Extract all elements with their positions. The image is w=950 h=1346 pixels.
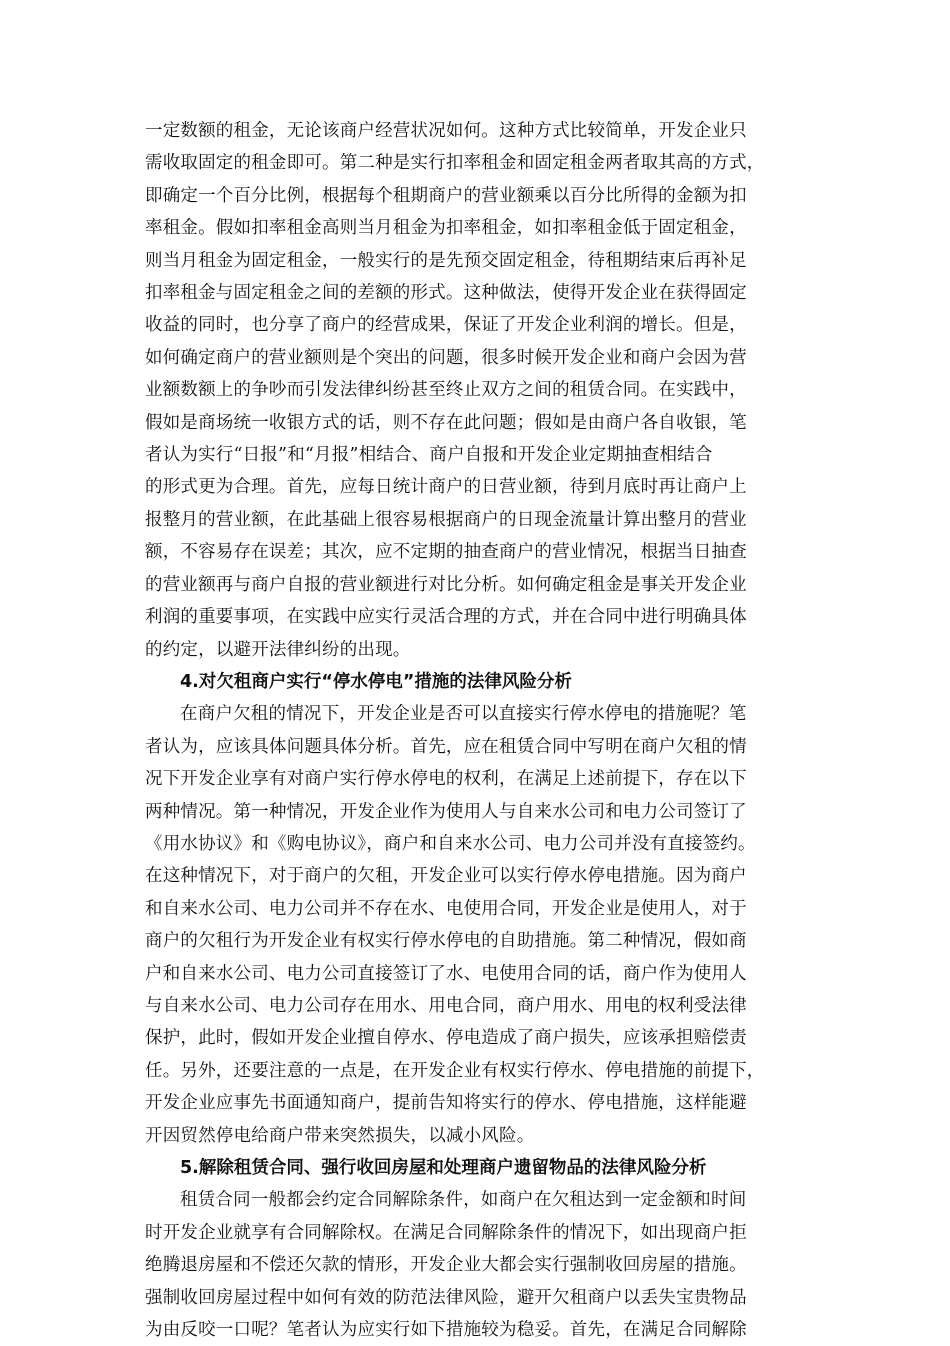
text-line: 保护，此时，假如开发企业擅自停水、停电造成了商户损失，应该承担赔偿责 xyxy=(145,1028,747,1049)
text-line: 即确定一个百分比例，根据每个租期商户的营业额乘以百分比所得的金额为扣 xyxy=(145,185,747,206)
text-line: 需收取固定的租金即可。第二种是实行扣率租金和固定租金两者取其高的方式， xyxy=(145,153,765,174)
text-line: 租赁合同一般都会约定合同解除条件，如商户在欠租达到一定金额和时间 xyxy=(180,1190,747,1211)
text-line: 报整月的营业额，在此基础上很容易根据商户的日现金流量计算出整月的营业 xyxy=(145,509,747,530)
section-heading-4: 4.对欠租商户实行“停水停电”措施的法律风险分析 xyxy=(180,671,572,692)
text-line: 的营业额再与商户自报的营业额进行对比分析。如何确定租金是事关开发企业 xyxy=(145,574,747,595)
text-line: 则当月租金为固定租金，一般实行的是先预交固定租金，待租期结束后再补足 xyxy=(145,250,747,271)
text-line: 开因贸然停电给商户带来突然损失，以减小风险。 xyxy=(145,1125,535,1146)
text-line: 与自来水公司、电力公司存在用水、用电合同，商户用水、用电的权利受法律 xyxy=(145,995,747,1016)
text-line: 的约定，以避开法律纠纷的出现。 xyxy=(145,639,411,660)
paragraph-contract-termination xyxy=(145,1184,805,1346)
text-line: 为由反咬一口呢？笔者认为应实行如下措施较为稳妥。首先，在满足合同解除 xyxy=(145,1320,747,1341)
document-page xyxy=(145,115,805,1346)
text-line: 时开发企业就享有合同解除权。在满足合同解除条件的情况下，如出现商户拒 xyxy=(145,1222,747,1243)
text-line: 和自来水公司、电力公司并不存在水、电使用合同，开发企业是使用人，对于 xyxy=(145,898,747,919)
text-line: 《用水协议》和《购电协议》，商户和自来水公司、电力公司并没有直接签约。 xyxy=(145,833,756,854)
text-line: 强制收回房屋过程中如何有效的防范法律风险，避开欠租商户以丢失宝贵物品 xyxy=(145,1287,747,1308)
text-line: 任。另外，还要注意的一点是，在开发企业有权实行停水、停电措施的前提下， xyxy=(145,1060,765,1081)
text-line: 假如是商场统一收银方式的话，则不存在此问题；假如是由商户各自收银，笔 xyxy=(145,412,747,433)
text-line: 户和自来水公司、电力公司直接签订了水、电使用合同的话，商户作为使用人 xyxy=(145,963,747,984)
text-line: 扣率租金与固定租金之间的差额的形式。这种做法，使得开发企业在获得固定 xyxy=(145,283,747,304)
text-line: 在商户欠租的情况下，开发企业是否可以直接实行停水停电的措施呢？笔 xyxy=(180,704,747,725)
text-line: 如何确定商户的营业额则是个突出的问题，很多时候开发企业和商户会因为营 xyxy=(145,347,747,368)
text-line: 在这种情况下，对于商户的欠租，开发企业可以实行停水停电措施。因为商户 xyxy=(145,866,747,887)
paragraph-water-power-cutoff xyxy=(145,698,805,1152)
text-line: 绝腾退房屋和不偿还欠款的情形，开发企业大都会实行强制收回房屋的措施。 xyxy=(145,1255,747,1276)
text-line: 况下开发企业享有对商户实行停水停电的权利，在满足上述前提下，存在以下 xyxy=(145,769,747,790)
text-line: 商户的欠租行为开发企业有权实行停水停电的自助措施。第二种情况，假如商 xyxy=(145,931,747,952)
text-line: 一定数额的租金，无论该商户经营状况如何。这种方式比较简单，开发企业只 xyxy=(145,121,747,141)
text-line: 收益的同时，也分享了商户的经营成果，保证了开发企业利润的增长。但是， xyxy=(145,315,747,336)
text-line: 额，不容易存在误差；其次，应不定期的抽查商户的营业情况，根据当日抽查 xyxy=(145,542,747,563)
text-line: 者认为，应该具体问题具体分析。首先，应在租赁合同中写明在商户欠租的情 xyxy=(145,736,747,757)
text-line: 利润的重要事项，在实践中应实行灵活合理的方式，并在合同中进行明确具体 xyxy=(145,607,747,628)
text-line: 的形式更为合理。首先，应每日统计商户的日营业额，待到月底时再让商户上 xyxy=(145,477,747,498)
text-line: 率租金。假如扣率租金高则当月租金为扣率租金，如扣率租金低于固定租金， xyxy=(145,218,747,239)
section-heading-5: 5.解除租赁合同、强行收回房屋和处理商户遗留物品的法律风险分析 xyxy=(180,1158,707,1178)
text-line: 者认为实行“日报”和“月报”相结合、商户自报和开发企业定期抽查相结合 xyxy=(145,445,713,466)
text-line: 两种情况。第一种情况，开发企业作为使用人与自来水公司和电力公司签订了 xyxy=(145,801,747,822)
text-line: 开发企业应事先书面通知商户，提前告知将实行的停水、停电措施，这样能避 xyxy=(145,1093,747,1114)
text-line: 业额数额上的争吵而引发法律纠纷甚至终止双方之间的租赁合同。在实践中， xyxy=(145,380,747,401)
paragraph-rent-calculation xyxy=(145,115,805,666)
